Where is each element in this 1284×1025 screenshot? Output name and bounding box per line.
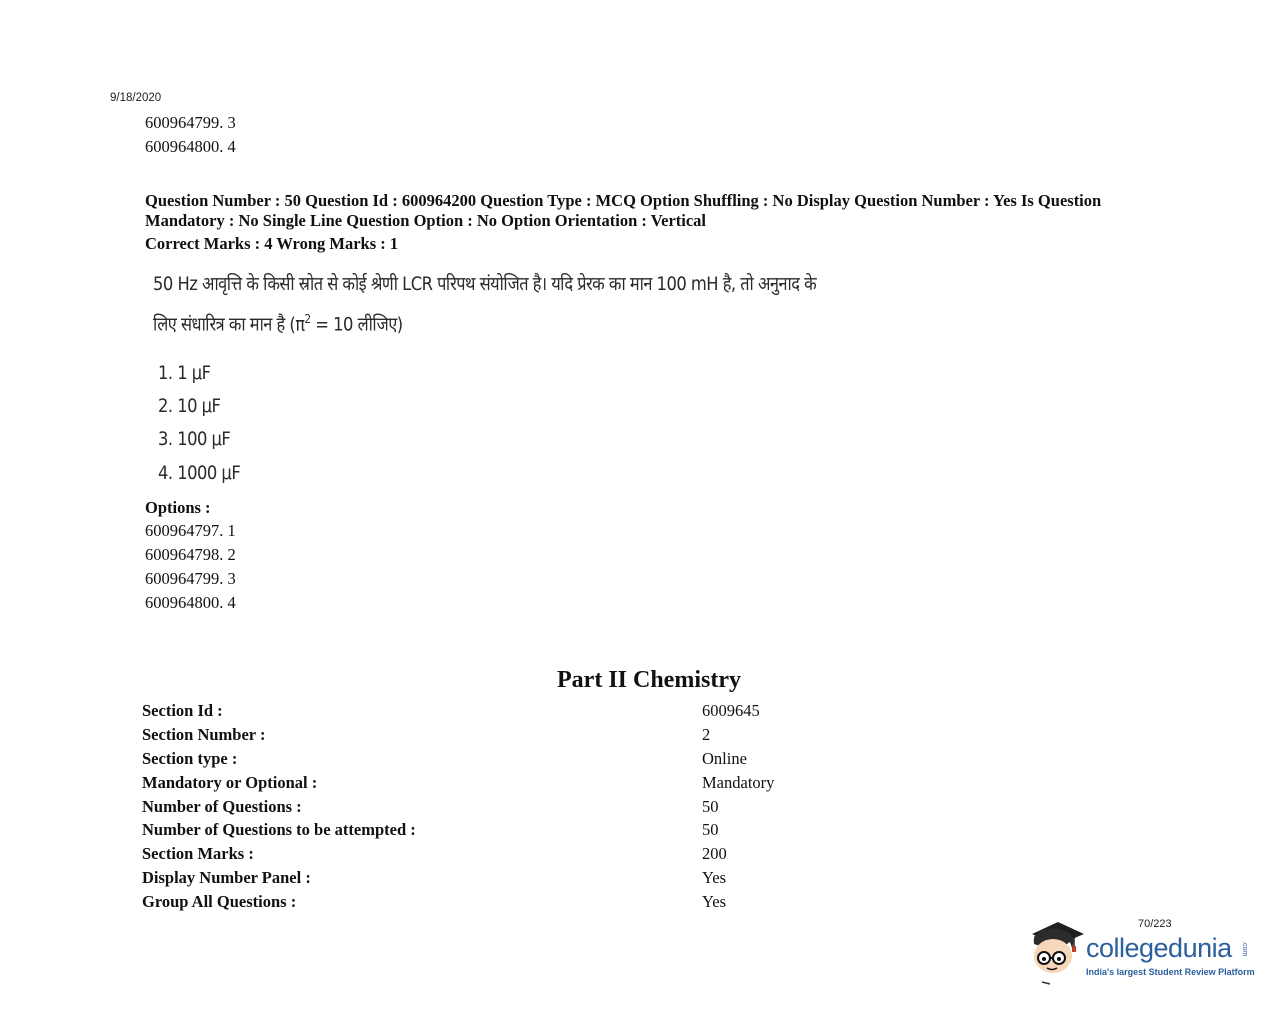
section-field-value: 2 [702,725,711,744]
section-field-label: Mandatory or Optional : [142,773,318,792]
option-line: 600964800. 4 [145,137,236,156]
option-line: 600964799. 3 [145,569,236,588]
superscript: 2 [304,312,311,326]
question-meta-line: Mandatory : No Single Line Question Option : No Option Orientation : Vertical [145,211,707,230]
question-text-line: 50 Hz आवृत्ति के किसी स्रोत से कोई श्रेणी LCR परिपथ संयोजित है। यदि प्रेरक का मान 100 mH है, तो अनुनाद के [153,273,817,295]
section-field-value: 200 [702,844,727,863]
option-line: 600964800. 4 [145,593,236,612]
brand-suffix: .com [1241,941,1248,957]
options-label: Options : [145,498,211,517]
section-field-label: Number of Questions : [142,797,302,816]
question-text-part: = 10 लीजिए) [310,313,403,336]
question-marks: Correct Marks : 4 Wrong Marks : 1 [145,234,399,253]
section-field-label: Section Marks : [142,844,254,863]
section-field-value: 50 [702,820,719,839]
answer-choice: 3. 100 μF [158,428,231,450]
section-field-value: 50 [702,797,719,816]
answer-choice: 1. 1 μF [158,362,211,384]
question-meta-line: Question Number : 50 Question Id : 600964200 Question Type : MCQ Option Shuffling : No Display Question Number : Yes Is Question [145,191,1102,210]
section-field-value: Online [702,749,747,768]
section-field-value: Mandatory [702,773,775,792]
page-number: 70/223 [1138,918,1172,930]
section-field-label: Section type : [142,749,238,768]
answer-choice: 2. 10 μF [158,395,221,417]
question-meta [145,191,1165,231]
section-field-label: Display Number Panel : [142,868,311,887]
section-title: Part II Chemistry [557,667,741,693]
brand-tagline: India's largest Student Review Platform [1086,967,1255,977]
section-field-label: Number of Questions to be attempted : [142,820,416,839]
mascot-logo-icon [1024,918,1088,990]
section-field-value: Yes [702,892,727,911]
answer-choice: 4. 1000 μF [158,462,241,484]
option-line: 600964798. 2 [145,545,236,564]
question-text [153,267,858,342]
print-date: 9/18/2020 [110,92,162,104]
section-field-label: Section Number : [142,725,266,744]
section-field-value: 6009645 [702,701,760,720]
section-field-value: Yes [702,868,727,887]
option-line: 600964797. 1 [145,521,236,540]
brand-name: collegedunia [1086,933,1232,963]
section-field-label: Section Id : [142,701,223,720]
question-text-line [153,302,858,342]
question-text-part: लिए संधारित्र का मान है (π [153,313,305,336]
section-field-label: Group All Questions : [142,892,297,911]
option-line: 600964799. 3 [145,113,236,132]
